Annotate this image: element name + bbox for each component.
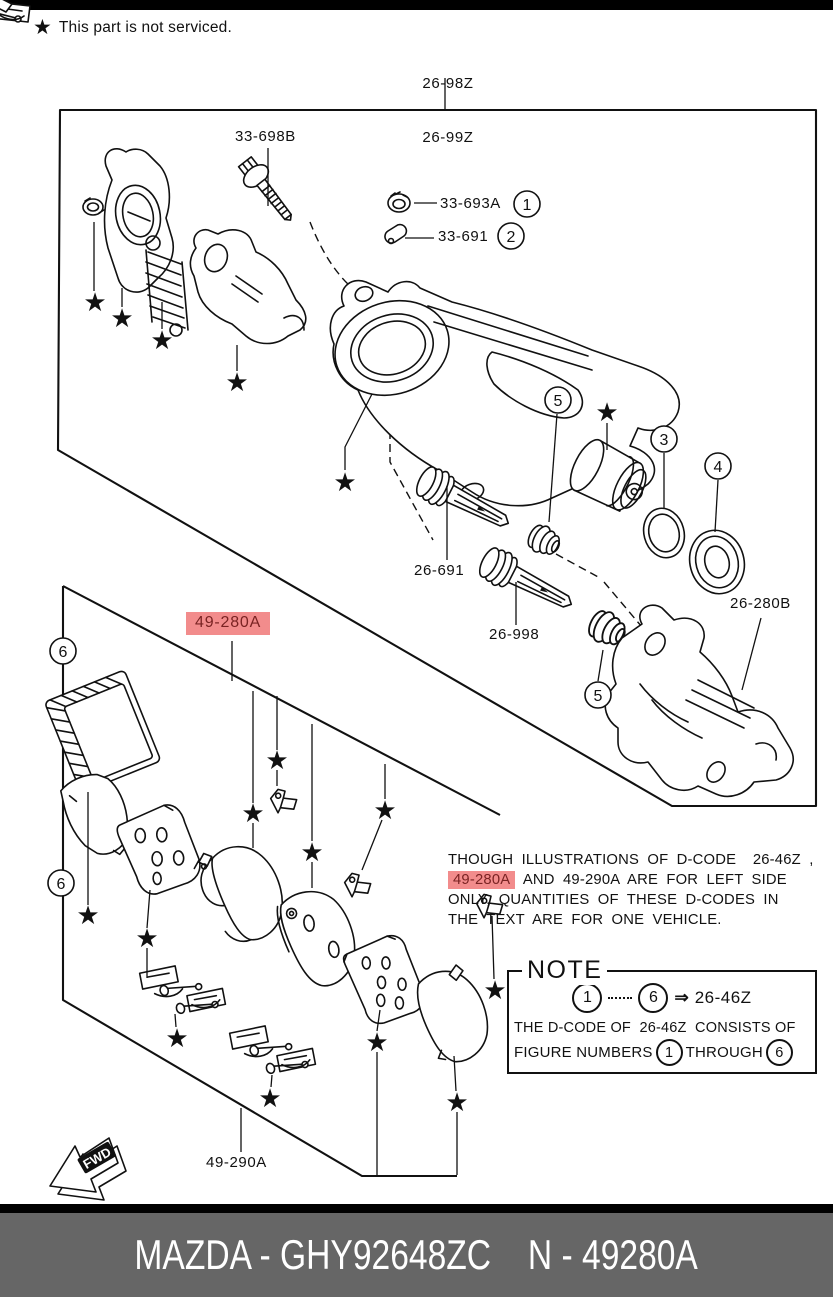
mounting-support-part (605, 605, 793, 796)
callout-2 (498, 223, 524, 249)
fwd-direction-arrow (50, 1138, 126, 1200)
pad-shim-holed-part (114, 800, 208, 901)
star-icon: ★ (595, 397, 619, 427)
label-pad-set-front-highlighted: 49-280A (186, 612, 270, 635)
disclaimer-highlight-code: 49-280A (448, 871, 515, 889)
callout-1 (514, 191, 540, 217)
star-icon: ★ (110, 303, 134, 333)
callout-6-upper (50, 638, 76, 664)
fwd-label: FWD (80, 1144, 114, 1172)
assembly-code-2: 26-99Z (422, 129, 474, 146)
star-icon: ★ (241, 798, 265, 828)
note-range-row (509, 983, 815, 1013)
note-box (507, 956, 817, 1074)
star-icon: ★ (258, 1083, 282, 1113)
disclaimer-paragraph (448, 850, 826, 930)
assembly-code-1: 26-98Z (422, 75, 474, 92)
operating-arm-part (190, 230, 305, 344)
not-serviced-text: This part is not serviced. (58, 18, 233, 36)
piston-boot-part (683, 524, 752, 600)
svg-text:2: 2 (506, 229, 516, 246)
label-pad-set-lower: 49-290A (206, 1154, 267, 1171)
brake-pad-inner-part (189, 830, 297, 952)
pin-boot-upper-part (524, 521, 564, 560)
footer-bar (0, 1213, 833, 1297)
parking-lever-part (105, 149, 174, 292)
svg-text:4: 4 (713, 459, 723, 476)
label-guide-pin-upper: 26-691 (414, 562, 465, 579)
guide-pin-lower-part (475, 543, 580, 620)
grommet-part (83, 198, 104, 215)
star-icon: ★ (483, 975, 507, 1005)
note-box-title: NOTE (522, 956, 607, 985)
callout-6-lower (48, 870, 74, 896)
star-icon: ★ (365, 1027, 389, 1057)
label-guide-pin-lower: 26-998 (489, 626, 540, 643)
disclaimer-line-4: THE TEXT ARE FOR ONE VEHICLE. (448, 912, 722, 928)
adjust-cap-part (388, 192, 410, 212)
star-icon: ★ (225, 367, 249, 397)
svg-text:5: 5 (593, 688, 603, 705)
not-serviced-star-icon: ★ (33, 16, 52, 39)
disclaimer-line-3: ONLY, QUANTITIES OF THESE D-CODES IN (448, 892, 779, 908)
svg-text:6: 6 (56, 876, 66, 893)
label-adjust-cap: 33-693A (440, 195, 501, 212)
note-callout-to: 6 (638, 983, 668, 1013)
star-icon: ★ (83, 287, 107, 317)
implies-arrow-icon: ⇒ (674, 988, 689, 1007)
star-icon: ★ (165, 1023, 189, 1053)
piston-seal-part (638, 504, 690, 563)
star-icon: ★ (76, 900, 100, 930)
star-icon: ★ (300, 837, 324, 867)
label-lock-bolt: 33-698B (235, 128, 296, 145)
callout-3 (651, 426, 677, 452)
note-callout-from: 1 (572, 983, 602, 1013)
star-icon: ★ (333, 467, 357, 497)
callout-5-upper (545, 387, 571, 413)
note-line-3: FIGURE NUMBERS 1 THROUGH 6 (514, 1039, 815, 1066)
callout-4 (705, 453, 731, 479)
star-icon: ★ (135, 923, 159, 953)
svg-text:3: 3 (659, 432, 669, 449)
disclaimer-line-2: 49-280A AND 49-290A ARE FOR LEFT SIDE (448, 870, 826, 890)
svg-text:1: 1 (522, 197, 532, 214)
shim-striped-part (44, 670, 160, 793)
bleeder-screw-part (385, 225, 406, 244)
label-bleeder-screw: 33-691 (438, 228, 489, 245)
star-icon: ★ (445, 1087, 469, 1117)
star-icon: ★ (150, 325, 174, 355)
note-line-2: THE D-CODE OF 26-46Z CONSISTS OF (514, 1020, 796, 1036)
note-dcode: 26-46Z (694, 988, 752, 1007)
range-dots (608, 997, 632, 999)
disclaimer-line-1: THOUGH ILLUSTRATIONS OF D-CODE 26-46Z , (448, 852, 814, 868)
star-icon: ★ (373, 795, 397, 825)
svg-text:5: 5 (553, 393, 563, 410)
note-callout-6: 6 (766, 1039, 793, 1066)
footer-catalog-code: MAZDA - GHY92648ZC (134, 1231, 492, 1278)
footer-divider-bar (0, 1204, 833, 1213)
star-icon: ★ (265, 745, 289, 775)
footer-page-code: N - 49280A (528, 1231, 699, 1278)
note-callout-1: 1 (656, 1039, 683, 1066)
label-mounting-support: 26-280B (730, 595, 791, 612)
callout-5-lower (585, 682, 611, 708)
svg-text:6: 6 (58, 644, 68, 661)
